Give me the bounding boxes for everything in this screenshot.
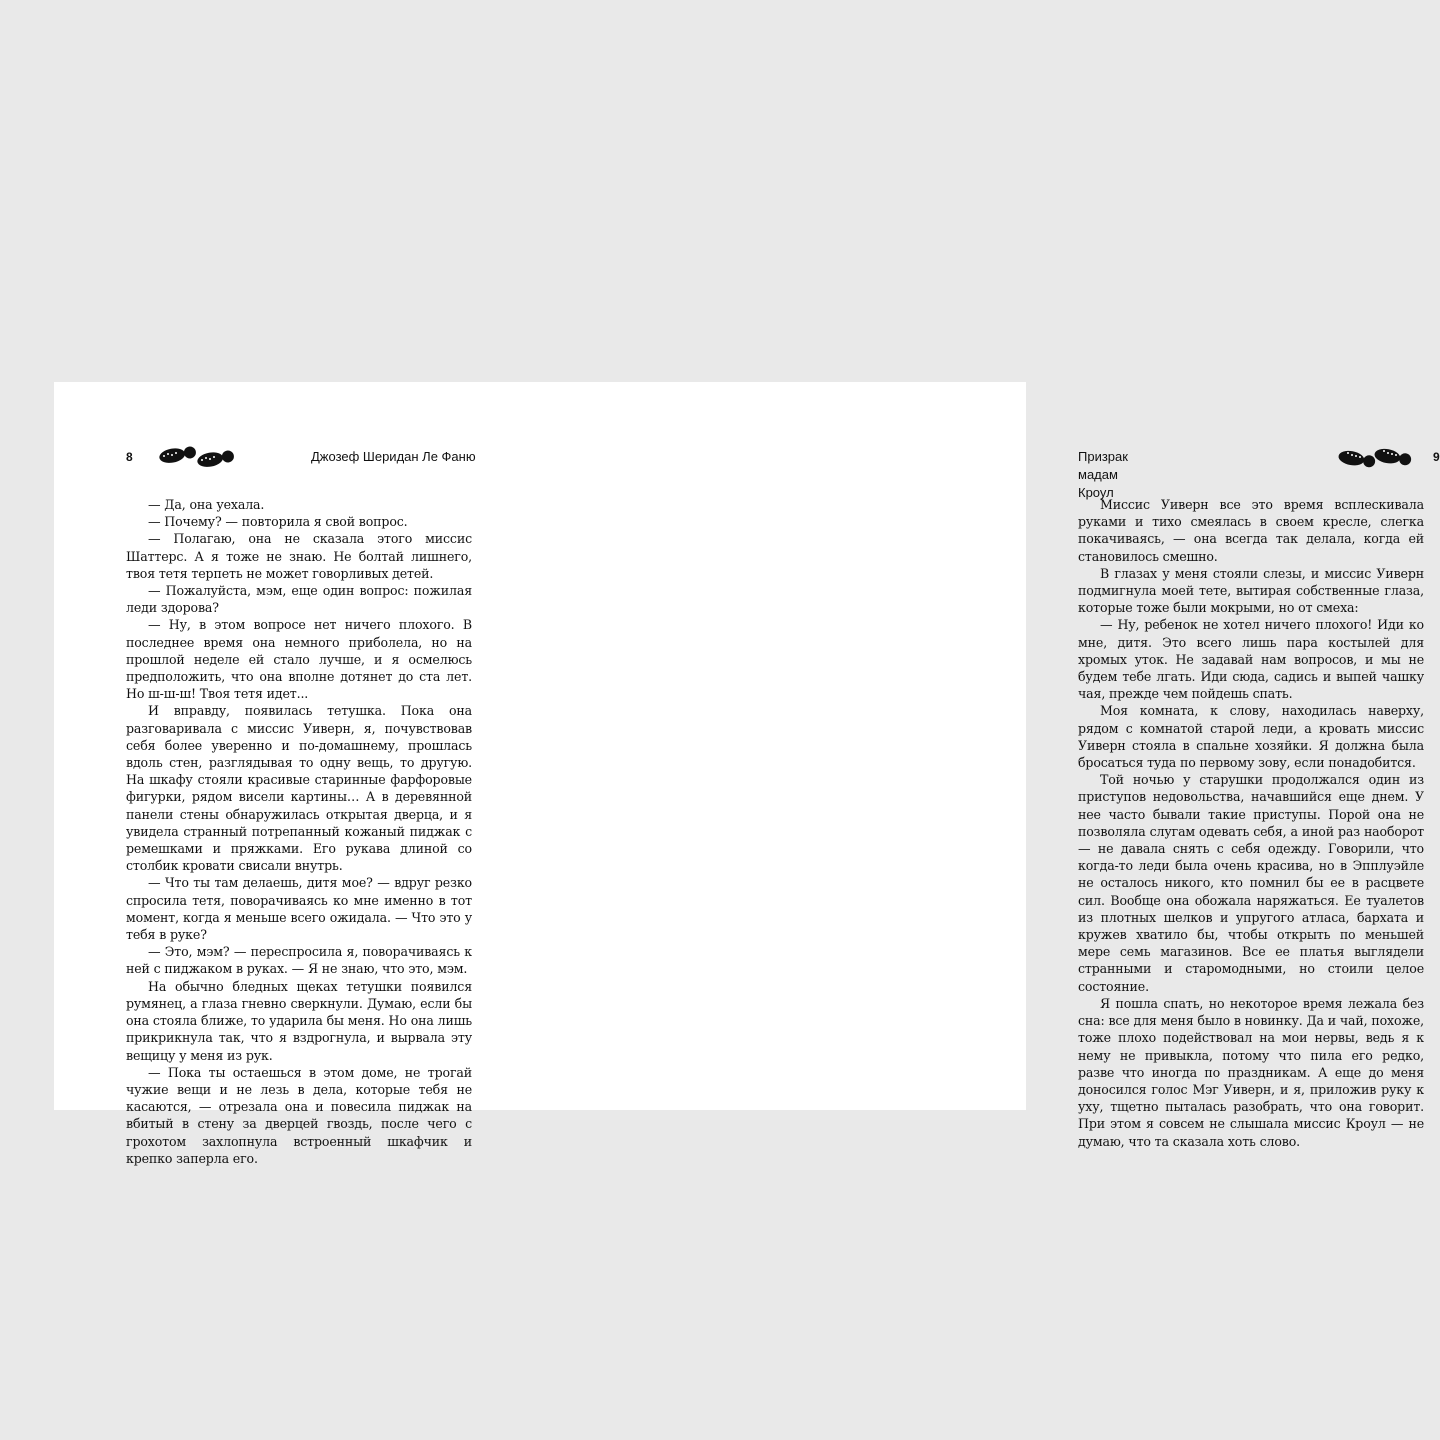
paragraph: — Полагаю, она не сказала этого миссис Шаттерс. А я тоже не знаю. Не болтай лишнего, твоя тетя терпеть не может говорливых детей.	[126, 531, 472, 581]
footprints-icon	[1336, 444, 1416, 470]
paragraph: Миссис Уиверн все это время всплескивала руками и тихо смеялась в своем кресле, слегка покачиваясь, — она всегда так делала, когда ей становилось смешно.	[1078, 497, 1424, 564]
paragraph: Моя комната, к слову, находилась наверху, рядом с комнатой старой леди, а кровать миссис Уиверн стояла в спальне хозяйки. Я должна была бросаться туда по первому зову, если понадобится.	[1078, 703, 1424, 771]
page-number: 9	[1433, 450, 1440, 464]
left-page	[54, 382, 540, 1166]
page-number: 8	[126, 450, 133, 464]
book-spread	[54, 382, 1440, 1166]
running-head-title: Призрак мадам Кроул	[1078, 449, 1128, 500]
paragraph: Той ночью у старушки продолжался один из приступов недовольства, начавшийся еще днем. У нее часто бывали такие приступы. Порой она не позволяла слугам одевать себя, а иной раз наоборот — не давала снять с себя одежду. Говорили, что когда-то леди была очень красива, но в Эпплуэйле не осталось никого, кто помнил бы ее в расцвете сил. Вообще она обожала наряжаться. Ее туалетов из плотных шелков и упругого атласа, бархата и кружев хватило бы, чтобы открыть по меньшей мере семь магазинов. Все ее платья выглядели странными и старомодными, но стоили целое состояние.	[1078, 772, 1424, 994]
footprints-icon	[154, 444, 234, 470]
paragraph: В глазах у меня стояли слезы, и миссис Уиверн подмигнула моей тете, вытирая собственные глаза, которые тоже были мокрыми, но от смеха:	[1078, 565, 1424, 616]
body-text	[126, 496, 472, 1167]
paragraph: Я пошла спать, но некоторое время лежала без сна: все для меня было в новинку. Да и чай, похоже, тоже плохо подействовал на мои нервы, ведь я к нему не привыкла, потому что пила его редко, разве что иногда по праздникам. А еще до меня доносился голос Мэг Уиверн, и я, приложив руку к уху, тщетно пыталась разобрать, что она говорит. При этом я совсем не слышала миссис Кроул — не думаю, что та сказала хоть слово.	[1078, 995, 1424, 1149]
paragraph: — Что ты там делаешь, дитя мое? — вдруг резко спросила тетя, поворачиваясь ко мне именно в тот момент, когда я меньше всего ожидала. — Что это у тебя в руке?	[126, 875, 472, 943]
body-text	[1078, 496, 1424, 1150]
paragraph: — Пожалуйста, мэм, еще один вопрос: пожилая леди здорова?	[126, 583, 472, 616]
paragraph: И вправду, появилась тетушка. Пока она разговаривала с миссис Уиверн, я, почувствовав себя более уверенно и по-домашнему, прошлась вдоль стен, разглядывая то одну вещь, то другую. На шкафу стояли красивые старинные фарфоровые фигурки, рядом висели картины… А в деревянной панели стены обнаружилась открытая дверца, и я увидела странный потрепанный кожаный пиджак с ремешками и пряжками. Его рукава длиной со столбик кровати свисали внутрь.	[126, 703, 472, 874]
running-head-author: Джозеф Шеридан Ле Фаню	[311, 449, 476, 464]
paragraph: — Это, мэм? — переспросила я, поворачиваясь к ней с пиджаком в руках. — Я не знаю, что это, мэм.	[126, 944, 472, 977]
paragraph: — Почему? — повторила я свой вопрос.	[148, 514, 408, 530]
right-page	[540, 382, 1440, 1149]
paragraph: — Пока ты остаешься в этом доме, не трогай чужие вещи и не лезь в дела, которые тебя не касаются, — отрезала она и повесила пиджак на вбитый в стену за дверцей гвоздь, после чего с грохотом захлопнула встроенный шкафчик и крепко заперла его.	[126, 1064, 472, 1166]
paragraph: — Да, она уехала.	[148, 497, 265, 512]
paragraph: — Ну, в этом вопросе нет ничего плохого. В последнее время она немного приболела, но на прошлой неделе ей стало лучше, и я осмелюсь предположить, что она вполне дотянет до ста лет. Но ш-ш-ш! Твоя тетя идет...	[126, 617, 472, 702]
paragraph: — Ну, ребенок не хотел ничего плохого! Иди ко мне, дитя. Это всего лишь пара костылей для хромых уток. Не задавай нам вопросов, и мы не будем тебе лгать. Иди сюда, садись и выпей чашку чая, прежде чем пойдешь спать.	[1078, 617, 1424, 702]
paragraph: На обычно бледных щеках тетушки появился румянец, а глаза гневно сверкнули. Думаю, если бы она стояла ближе, то ударила бы меня. Но она лишь прикрикнула так, что я вздрогнула, и вырвала эту вещицу у меня из рук.	[126, 978, 472, 1063]
